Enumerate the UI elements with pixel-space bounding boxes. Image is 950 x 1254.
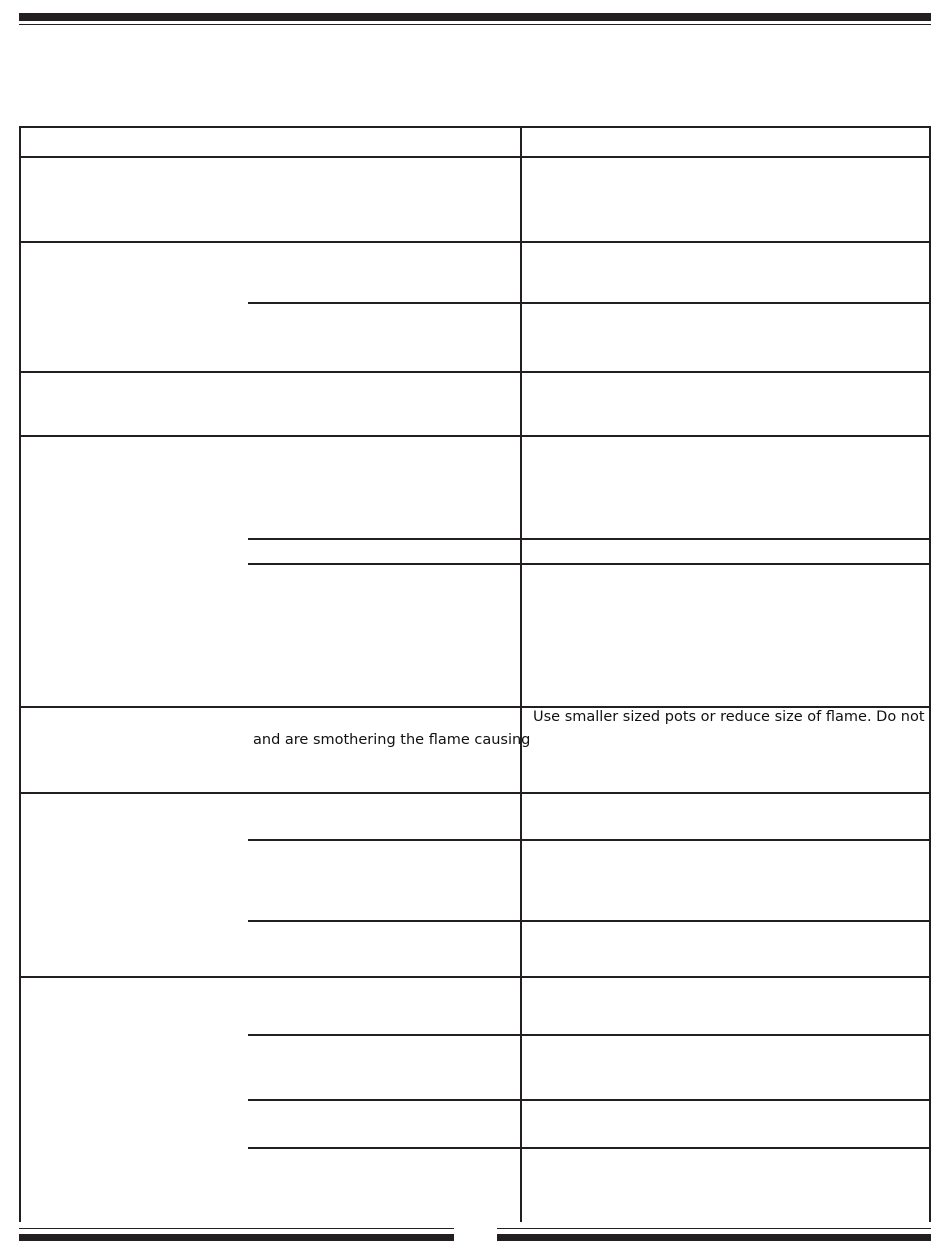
row-divider-5 bbox=[19, 792, 931, 794]
table-left-border bbox=[19, 126, 21, 1222]
row-divider-6 bbox=[19, 976, 931, 978]
footer-thin-rule-left bbox=[19, 1228, 454, 1229]
header-thick-rule bbox=[19, 13, 931, 21]
footer-thin-rule-right bbox=[497, 1228, 931, 1229]
footer-thick-rule-right bbox=[497, 1234, 931, 1241]
footer-thick-rule-left bbox=[19, 1234, 454, 1241]
subrow-divider-6 bbox=[248, 1034, 931, 1036]
table-cell-solution-smaller-pots: Use smaller sized pots or reduce size of flame. Do not bbox=[533, 709, 925, 725]
table-header-bottom-border bbox=[19, 156, 931, 158]
row-divider-2 bbox=[19, 371, 931, 373]
table-column-divider bbox=[520, 126, 522, 1222]
subrow-divider-1 bbox=[248, 302, 931, 304]
row-divider-3 bbox=[19, 435, 931, 437]
subrow-divider-2 bbox=[248, 538, 931, 540]
subrow-divider-7 bbox=[248, 1099, 931, 1101]
table-top-border bbox=[19, 126, 931, 128]
row-divider-1 bbox=[19, 241, 931, 243]
subrow-divider-8 bbox=[248, 1147, 931, 1149]
header-thin-rule bbox=[19, 24, 931, 25]
subrow-divider-3 bbox=[248, 563, 931, 565]
table-cell-cause-flame-smothering: and are smothering the flame causing bbox=[253, 732, 531, 748]
subrow-divider-4 bbox=[248, 839, 931, 841]
table-right-border bbox=[929, 126, 931, 1222]
subrow-divider-5 bbox=[248, 920, 931, 922]
